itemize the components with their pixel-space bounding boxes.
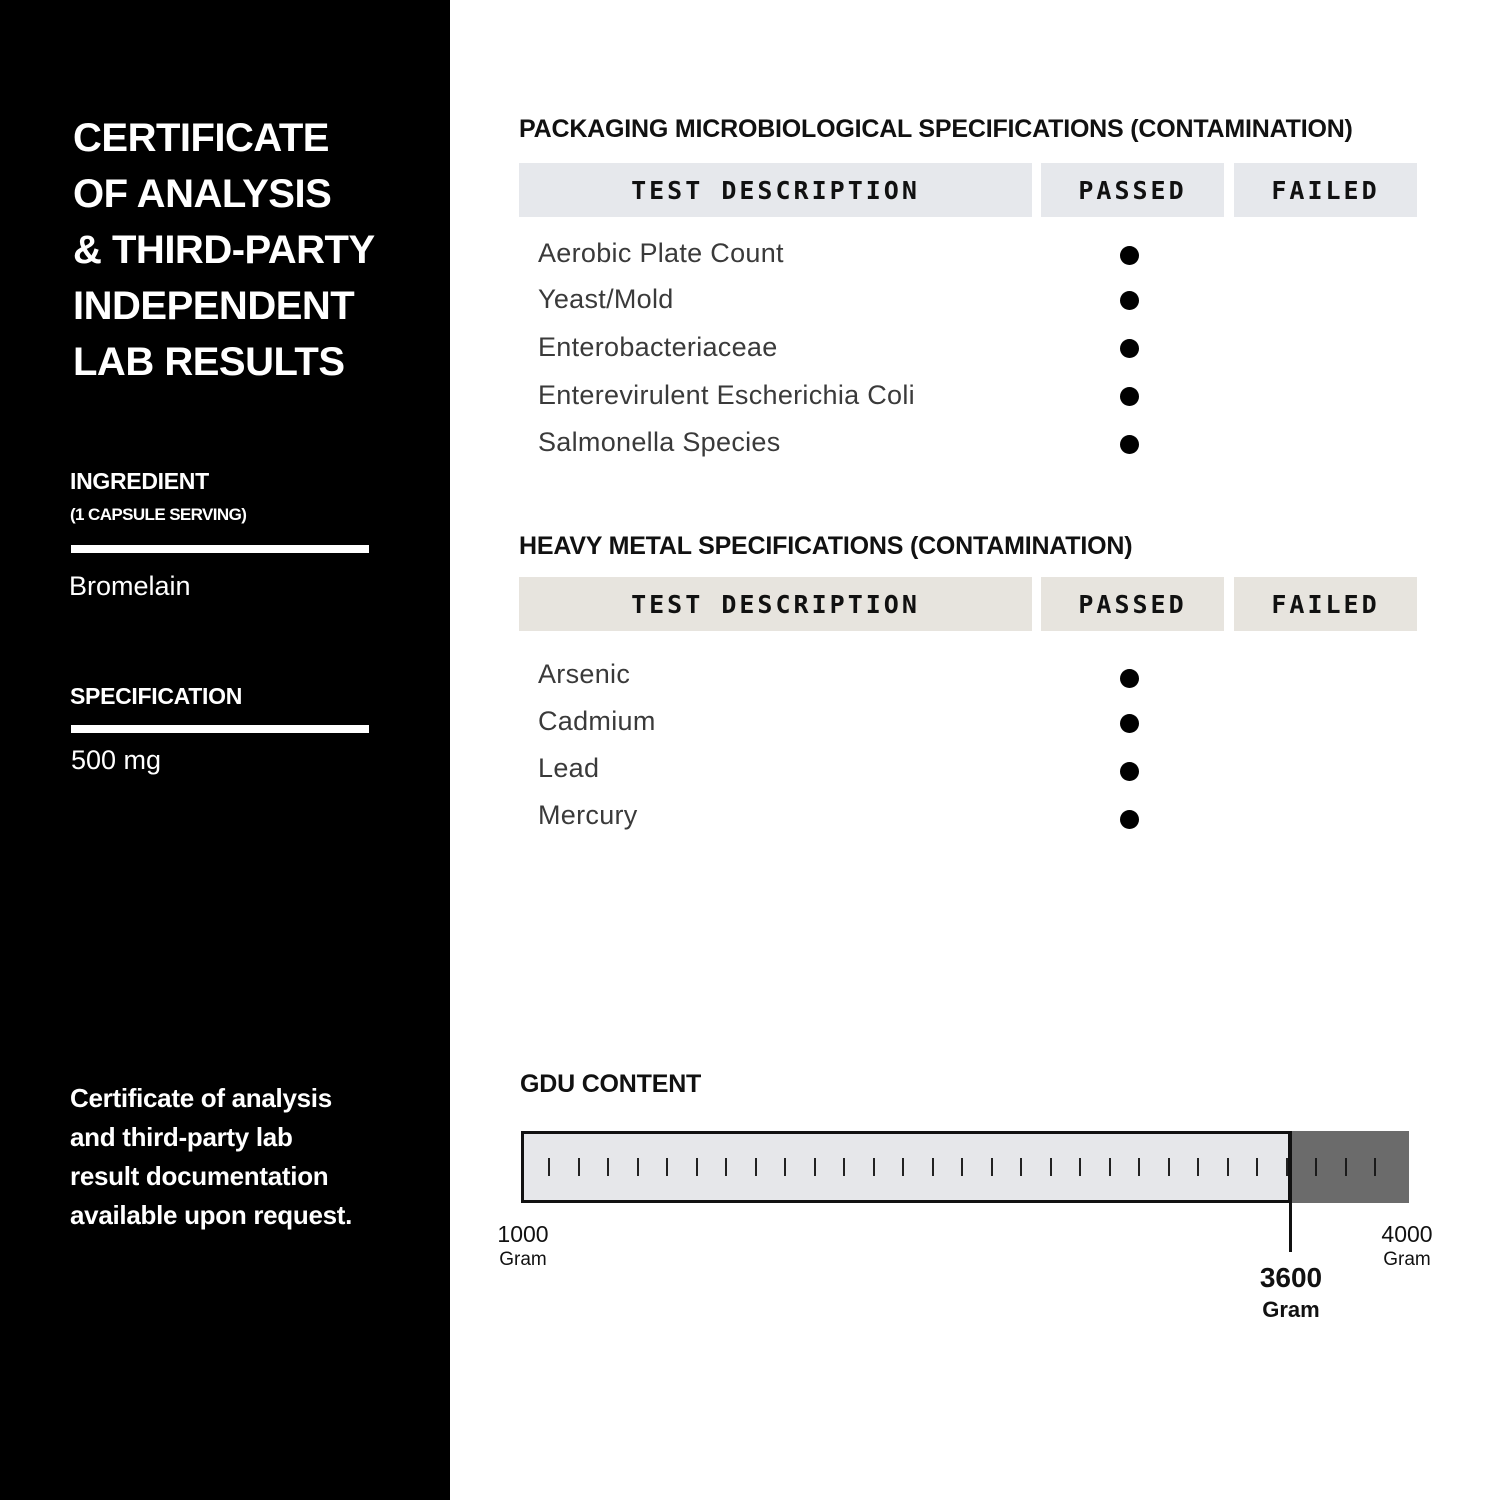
scale-max-value: 4000 bbox=[1381, 1221, 1433, 1247]
note-line: Certificate of analysis bbox=[70, 1083, 332, 1113]
scale-min-value: 1000 bbox=[497, 1221, 549, 1247]
micro-row-label: Yeast/Mold bbox=[538, 284, 674, 314]
scale-max-unit: Gram bbox=[1383, 1249, 1431, 1270]
scale-tick bbox=[1345, 1158, 1347, 1176]
ingredient-label: INGREDIENT bbox=[70, 468, 209, 494]
note-line: available upon request. bbox=[70, 1200, 353, 1230]
sidebar-panel bbox=[0, 0, 450, 1500]
scale-tick bbox=[637, 1158, 639, 1176]
passed-dot-icon bbox=[1120, 387, 1139, 406]
scale-tick bbox=[1315, 1158, 1317, 1176]
scale-tick bbox=[1050, 1158, 1052, 1176]
gdu-heading: GDU CONTENT bbox=[520, 1070, 702, 1098]
scale-tick bbox=[755, 1158, 757, 1176]
passed-dot-icon bbox=[1120, 291, 1139, 310]
passed-dot-icon bbox=[1120, 669, 1139, 688]
scale-tick bbox=[902, 1158, 904, 1176]
passed-dot-icon bbox=[1120, 762, 1139, 781]
micro-row-label: Aerobic Plate Count bbox=[538, 238, 784, 268]
passed-dot-icon bbox=[1120, 714, 1139, 733]
passed-dot-icon bbox=[1120, 810, 1139, 829]
note-line: and third-party lab bbox=[70, 1122, 293, 1152]
scale-tick bbox=[1079, 1158, 1081, 1176]
metal-row-label: Lead bbox=[538, 753, 600, 783]
micro-header-passed: PASSED bbox=[1041, 163, 1224, 217]
metal-section-heading: HEAVY METAL SPECIFICATIONS (CONTAMINATION) bbox=[519, 532, 1133, 560]
scale-tick bbox=[1374, 1158, 1376, 1176]
specification-label: SPECIFICATION bbox=[70, 683, 243, 709]
scale-tick bbox=[607, 1158, 609, 1176]
note-line: result documentation bbox=[70, 1161, 329, 1191]
passed-dot-icon bbox=[1120, 246, 1139, 265]
gdu-value-marker bbox=[1289, 1131, 1292, 1252]
scale-tick bbox=[991, 1158, 993, 1176]
scale-tick bbox=[873, 1158, 875, 1176]
ingredient-sublabel: (1 CAPSULE SERVING) bbox=[70, 505, 247, 524]
micro-header-failed: FAILED bbox=[1234, 163, 1417, 217]
micro-row-label: Enterevirulent Escherichia Coli bbox=[538, 380, 915, 410]
scale-tick bbox=[666, 1158, 668, 1176]
title-line: LAB RESULTS bbox=[73, 340, 345, 384]
scale-tick bbox=[961, 1158, 963, 1176]
gdu-current-unit: Gram bbox=[1262, 1297, 1320, 1322]
metal-header-passed: PASSED bbox=[1041, 577, 1224, 631]
specification-value: 500 mg bbox=[71, 745, 162, 775]
title-line: CERTIFICATE bbox=[73, 116, 329, 160]
passed-dot-icon bbox=[1120, 435, 1139, 454]
scale-tick bbox=[725, 1158, 727, 1176]
micro-header-description: TEST DESCRIPTION bbox=[519, 163, 1032, 217]
ingredient-value: Bromelain bbox=[69, 571, 191, 601]
gdu-scale-bar bbox=[521, 1131, 1409, 1203]
micro-section-heading: PACKAGING MICROBIOLOGICAL SPECIFICATIONS (CONTAMINATION) bbox=[519, 115, 1353, 143]
scale-tick bbox=[1168, 1158, 1170, 1176]
scale-tick bbox=[578, 1158, 580, 1176]
documentation-note bbox=[70, 1079, 410, 1235]
scale-tick bbox=[784, 1158, 786, 1176]
title-line: OF ANALYSIS bbox=[73, 172, 332, 216]
scale-tick bbox=[932, 1158, 934, 1176]
metal-row-label: Arsenic bbox=[538, 659, 631, 689]
metal-header-failed: FAILED bbox=[1234, 577, 1417, 631]
scale-tick bbox=[548, 1158, 550, 1176]
scale-tick bbox=[1256, 1158, 1258, 1176]
scale-tick bbox=[696, 1158, 698, 1176]
scale-tick bbox=[1020, 1158, 1022, 1176]
metal-header-description: TEST DESCRIPTION bbox=[519, 577, 1032, 631]
passed-dot-icon bbox=[1120, 339, 1139, 358]
gdu-current-value: 3600 bbox=[1259, 1262, 1323, 1293]
micro-row-label: Enterobacteriaceae bbox=[538, 332, 778, 362]
scale-tick bbox=[1286, 1158, 1288, 1176]
gdu-bar-remaining bbox=[1291, 1131, 1409, 1203]
scale-tick bbox=[843, 1158, 845, 1176]
page-title bbox=[73, 110, 433, 390]
scale-tick bbox=[1109, 1158, 1111, 1176]
ingredient-divider bbox=[71, 545, 369, 553]
title-line: INDEPENDENT bbox=[73, 284, 355, 328]
scale-tick bbox=[1197, 1158, 1199, 1176]
metal-row-label: Cadmium bbox=[538, 706, 656, 736]
scale-tick bbox=[1227, 1158, 1229, 1176]
scale-tick bbox=[1138, 1158, 1140, 1176]
specification-divider bbox=[71, 725, 369, 733]
micro-row-label: Salmonella Species bbox=[538, 427, 781, 457]
scale-min-unit: Gram bbox=[499, 1249, 547, 1270]
title-line: & THIRD-PARTY bbox=[73, 228, 375, 272]
scale-tick bbox=[814, 1158, 816, 1176]
metal-row-label: Mercury bbox=[538, 800, 638, 830]
